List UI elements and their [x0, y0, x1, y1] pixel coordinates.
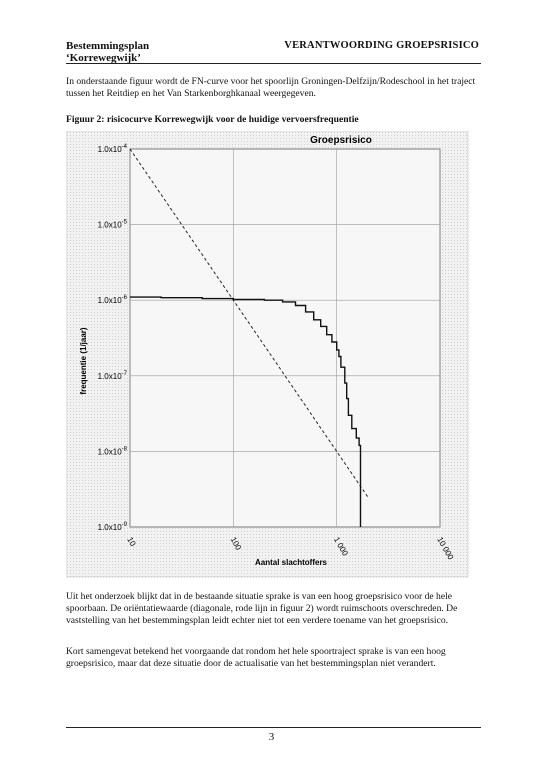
- fn-curve-chart: [66, 131, 476, 579]
- summary-paragraph: Kort samengevat betekend het voorgaande dat rondom het hele spoortraject sprake is van een hoog groepsrisico, maar dat deze situatie door de actualisatie van het bestemmingsplan niet verandert.: [66, 646, 446, 669]
- y-tick-label: $1.0x10^{-8}$: [97, 446, 127, 457]
- header-title-line2: ‘Korrewegwijk’: [66, 52, 141, 64]
- page-number: 3: [268, 731, 275, 743]
- figure-caption: Figuur 2: risicocurve Korrewegwijk voor de huidige vervoersfrequentie: [66, 114, 359, 125]
- conclusion-paragraph: Uit het onderzoek blijkt dat in de bestaande situatie sprake is van een hoog groepsrisico voor de hele spoorbaan. De oriëntatiewaarde (diagonale, rode lijn in figuur 2) wordt ruimschoots overschreden. De vaststelling van het bestemmingsplan leidt echter niet tot een verdere toename van het groepsrisico.: [66, 591, 458, 626]
- header-document-title: [66, 40, 149, 64]
- header-rule: [66, 63, 481, 64]
- y-tick-label: $1.0x10^{-6}$: [97, 295, 127, 306]
- x-tick-label: 10: [125, 535, 138, 548]
- y-tick-label: $1.0x10^{-9}$: [97, 522, 127, 532]
- x-tick-label: 100: [228, 535, 244, 552]
- footer-rule: [66, 727, 481, 728]
- chart-title: Groepsrisico: [310, 135, 372, 146]
- x-tick-label: 1 000: [331, 535, 350, 558]
- figure-container: [66, 131, 476, 584]
- y-axis-label: frequentie (1/jaar): [79, 327, 88, 395]
- header-section-title: VERANTWOORDING GROEPSRISICO: [284, 40, 479, 51]
- plot-area: [130, 149, 440, 527]
- y-tick-label: $1.0x10^{-5}$: [97, 219, 127, 230]
- header-title-line1: Bestemmingsplan: [66, 40, 150, 52]
- x-axis-label: Aantal slachtoffers: [254, 558, 328, 567]
- y-tick-label: $1.0x10^{-7}$: [97, 370, 127, 381]
- y-tick-label: $1.0x10^{-4}$: [97, 144, 127, 154]
- intro-paragraph: In onderstaande figuur wordt de FN-curve voor het spoorlijn Groningen-Delfzijn/Rodeschool in het traject tussen het Reitdiep en het Van Starkenborghkanaal weergegeven.: [66, 76, 476, 99]
- x-tick-label: 10 000: [435, 535, 456, 562]
